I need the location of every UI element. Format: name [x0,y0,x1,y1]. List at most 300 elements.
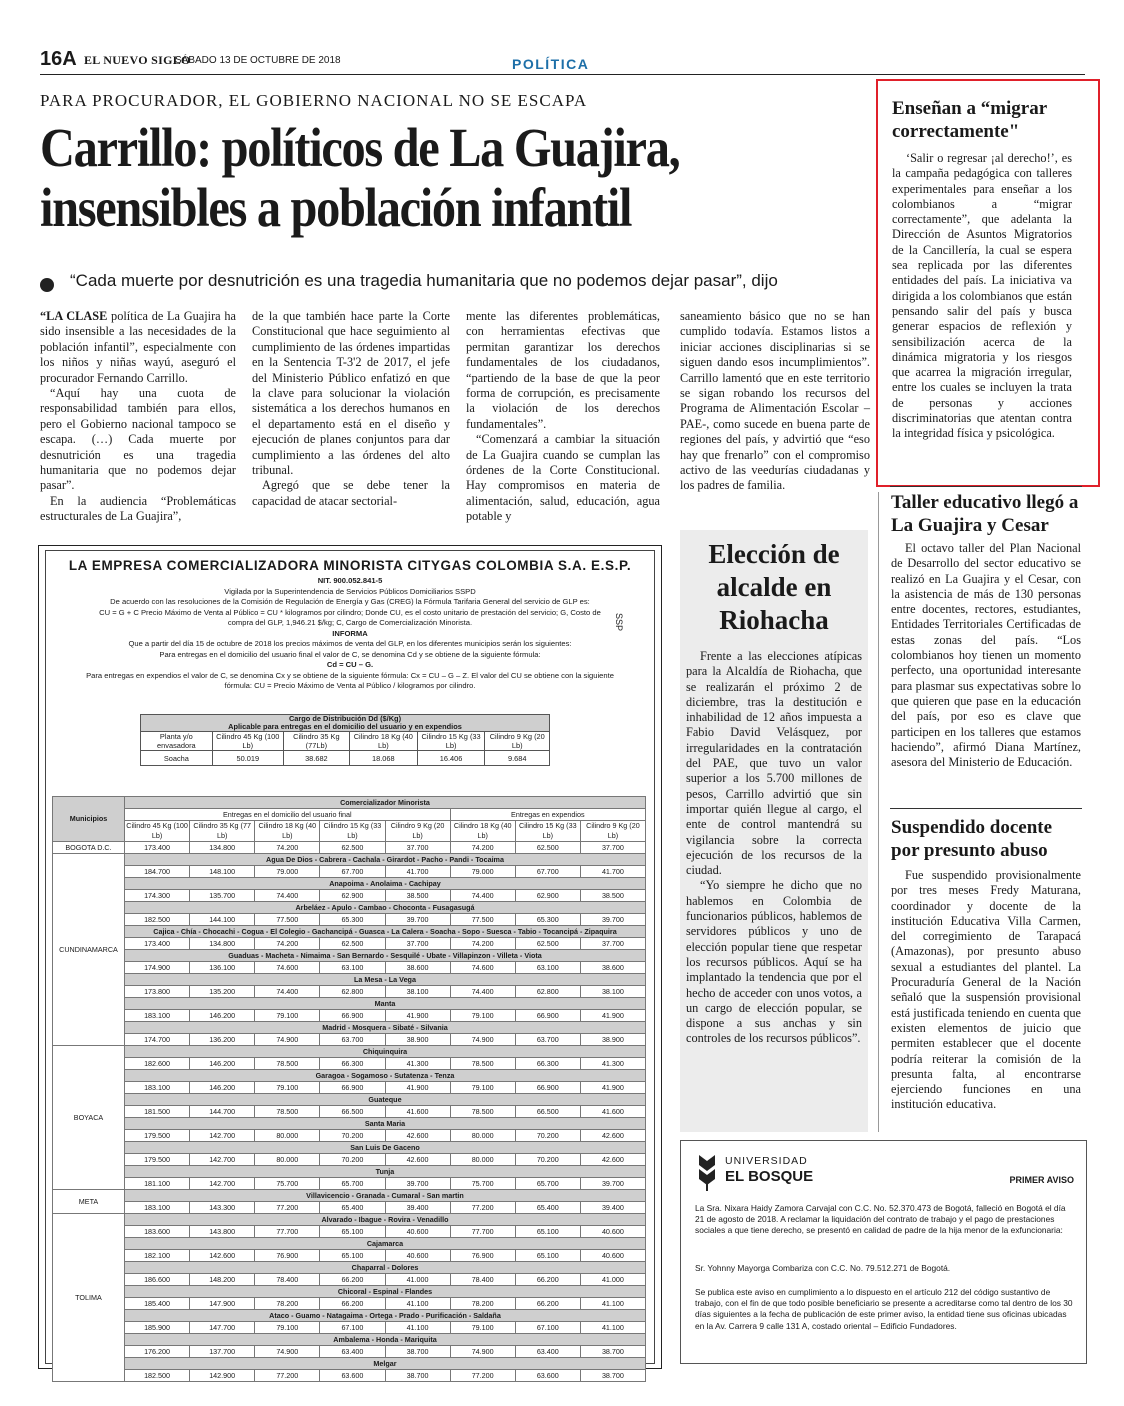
sidebar-docente [891,816,1081,1113]
issue-date: SÁBADO 13 DE OCTUBRE DE 2018 [175,55,341,66]
cell: 74.400 [450,986,515,998]
cell: 37.700 [580,938,645,950]
cell: 38.900 [385,1034,450,1046]
cell: 136.200 [190,1034,255,1046]
cell: 77.200 [255,1370,320,1382]
cell: 40.600 [385,1250,450,1262]
cell: 66.900 [320,1010,385,1022]
paragraph: En la audiencia “Problemáticas estructurales de La Guajira”, [40,493,236,524]
cell: 41.100 [580,1298,645,1310]
cell: 42.600 [385,1154,450,1166]
ad-line: Para entregas en expendios el valor de C, se denomina Cx y se obtiene de la siguiente fórmula: Cx = CU – G – Z. El valor del CU se obtiene con la siguiente [86,670,614,680]
group-row [53,1142,646,1154]
cell: 41.100 [385,1322,450,1334]
cell: 65.300 [515,914,580,926]
cell: 41.900 [385,1010,450,1022]
cell: 37.700 [580,842,645,854]
department-cell: CUNDINAMARCA [53,854,125,1046]
column-rule [878,492,879,1132]
cell: 77.200 [450,1202,515,1214]
group-name: Cajamarca [125,1238,646,1250]
divider [890,808,1082,809]
cell: 38.700 [385,1346,450,1358]
cell: 74.400 [255,890,320,902]
headline-line-2: insensibles a población infantil [40,177,632,238]
cell: 137.700 [190,1346,255,1358]
table-row [53,1106,646,1118]
paragraph: mente las diferentes problemáticas, con herramientas efectivas que permitan garantizar los derechos fundamentales de los ciudadanos, “partiendo de la base de que la peor forma de corrupción, es precisamente la violación de los derechos fundamentales”. [466,309,660,431]
cell: 181.500 [125,1106,190,1118]
group-name: Agua De Dios - Cabrera - Cachala - Girardot - Pacho - Pandi - Tocaima [125,854,646,866]
cell: 18.068 [349,751,417,766]
header-cell: Cilindro 15 Kg (33 Lb) [417,732,485,751]
headline [40,118,770,238]
story-column-3 [466,309,660,525]
distribution-table [140,714,550,766]
group-row [53,854,646,866]
cell: 182.500 [125,914,190,926]
group-name: Manta [125,998,646,1010]
cell: 39.700 [385,914,450,926]
cell: 38.100 [580,986,645,998]
cell: 78.500 [255,1106,320,1118]
cell: 38.600 [385,962,450,974]
cell: 38.700 [385,1370,450,1382]
cell: 79.100 [255,1010,320,1022]
table-header [53,809,646,821]
cell: 37.700 [385,842,450,854]
cell: 63.400 [320,1346,385,1358]
cell: 80.000 [450,1154,515,1166]
department-cell: TOLIMA [53,1214,125,1382]
divider [890,486,1082,487]
cell: 62.800 [320,986,385,998]
table-row [53,1274,646,1286]
header-cell: Planta y/o envasadora [141,732,213,751]
cell: 142.700 [190,1154,255,1166]
group-row [53,1262,646,1274]
group-name: San Luis De Gaceno [125,1142,646,1154]
ad-line: De acuerdo con las resoluciones de la Comisión de Regulación de Energía y Gas (CREG) la Fórmula Tarifaria General del servicio de GLP es: [110,597,590,606]
cell: 148.100 [190,866,255,878]
universidad-notice [680,1140,1087,1364]
cell: 65.300 [320,914,385,926]
cell: 63.600 [320,1370,385,1382]
cell: 41.900 [580,1082,645,1094]
cell: 42.600 [385,1130,450,1142]
cell: 42.600 [580,1130,645,1142]
cell: 74.900 [255,1034,320,1046]
cell: 77.700 [450,1226,515,1238]
cell: 182.600 [125,1058,190,1070]
newspaper-name: EL NUEVO SIGLO [84,53,191,67]
header-rule [40,74,1085,75]
table-row [53,1058,646,1070]
cell: 173.800 [125,986,190,998]
group-row [53,1022,646,1034]
ad-nit: NIT. 900.052.841-5 [317,576,383,585]
group-row [53,878,646,890]
table-header [141,732,550,751]
cell: 41.900 [385,1082,450,1094]
cell: 74.600 [450,962,515,974]
paragraph: de la que también hace parte la Corte Constitucional que hace seguimiento al cumplimiento de las órdenes impartidas en la Sentencia T-3'2 de 2017, el jefe del Ministerio Público enfatizó en que la clave para solucionar la violación sistemática a los derechos humanos en el departamento está en el diseño y ejecución de planes conjuntos para dar cumplimiento a las órdenes del alto tribunal. [252,309,450,478]
cell: 39.400 [580,1202,645,1214]
group-row [53,1286,646,1298]
cell: 66.200 [320,1274,385,1286]
table-title: Comercializador Minorista [125,797,646,809]
header-cell: Cilindro 15 Kg (33 Lb) [320,821,385,842]
cell: 41.600 [580,1106,645,1118]
cell: 74.200 [255,842,320,854]
group-name: Ambalema - Honda - Mariquita [125,1334,646,1346]
cell: 62.500 [515,938,580,950]
cell: 74.900 [255,1346,320,1358]
cell: 79.100 [450,1082,515,1094]
paragraph: política de La Guajira ha sido insensible a las necesidades de la población infantil”, especialmente con los niños y niñas wayú, aseguró el procurador Fernando Carrillo. [40,309,236,385]
cell: 185.400 [125,1298,190,1310]
ad-inner [45,550,655,1380]
table-row [53,1082,646,1094]
cell: 79.100 [450,1322,515,1334]
group-row [53,1070,646,1082]
table-row [53,962,646,974]
ad-line: compra del GLP, 1,946.21 $/kg; C, Cargo de Comercialización Minorista. [227,618,473,627]
group-row [53,1310,646,1322]
cell: 181.100 [125,1178,190,1190]
group-row [53,1166,646,1178]
group-row [53,1238,646,1250]
group-name: Chaparral - Dolores [125,1262,646,1274]
cell: 62.500 [515,842,580,854]
cell: 75.700 [255,1178,320,1190]
table-row [53,1178,646,1190]
election-p1: Frente a las elecciones atípicas para la Alcaldía de Riohacha, que se realizarán el próximo 2 de diciembre, tras la destitución e inhabilidad de 12 años impuesta a Fabio David Velásquez, por irregularidades en la contratación del PAE, que tuvo un valor superior a los 5.700 millones de pesos, Carrillo advirtió que sin importar quién llegue al cargo, el ente de control mantendrá su vigilancia sobre la correcta ejecución de los recursos de la ciudad. [686,649,862,878]
election-title: Elección de alcalde en Riohacha [708,539,840,635]
table-header [53,821,646,842]
ad-formula: Cd = CU – G. [326,660,374,669]
table-row [53,914,646,926]
logo-bottom: EL BOSQUE [725,1168,814,1185]
cell: 80.000 [255,1130,320,1142]
cell: 182.100 [125,1250,190,1262]
university-logo-icon [695,1153,719,1191]
cell: 74.200 [450,938,515,950]
paragraph: “Aquí hay una cuota de responsabilidad también para ellos, pero el Gobierno nacional tampoco se escapa. (…) Cada muerte por desnutrición es una tragedia humanitaria que no podemos dejar pasar”. [40,386,236,493]
cell: 65.700 [515,1178,580,1190]
group-row [53,950,646,962]
table-row [53,986,646,998]
cell: 66.200 [515,1298,580,1310]
cell: 63.700 [320,1034,385,1046]
cell: 78.200 [450,1298,515,1310]
table-row [53,890,646,902]
cell: 146.200 [190,1010,255,1022]
group-name: Arbeláez - Apulo - Cambao - Choconta - Fusagasugá [125,902,646,914]
cell: 66.900 [320,1082,385,1094]
cell: 62.900 [320,890,385,902]
group-name: Guaduas - Macheta - Nimaima - San Bernardo - Sesquilé - Ubate - Villapinzon - Villeta - Viota [125,950,646,962]
group-name: Alvarado - Ibague - Rovira - Venadillo [125,1214,646,1226]
table-row [53,842,646,854]
cell: 77.700 [255,1226,320,1238]
table-row [53,1130,646,1142]
paragraph: Agregó que se debe tener la capacidad de atacar sectorial- [252,478,450,508]
cell: BOGOTA D.C. [53,842,125,854]
cell: 16.406 [417,751,485,766]
municipios-header: Municipios [53,797,125,842]
header-cell: Cilindro 45 Kg (100 Lb) [126,821,188,840]
group-name: Tunja [125,1166,646,1178]
notice-p2: Sr. Yohnny Mayorga Combariza con C.C. No. 79.512.271 de Bogotá. [695,1263,951,1273]
group-name: La Mesa - La Vega [125,974,646,986]
cell: 147.700 [190,1322,255,1334]
cell: 135.200 [190,986,255,998]
cell: 183.100 [125,1202,190,1214]
cell: 70.200 [515,1154,580,1166]
cell: 62.800 [515,986,580,998]
group-name: Chiquinquira [125,1046,646,1058]
cell: 74.600 [255,962,320,974]
cell: 142.600 [190,1250,255,1262]
sidebar-body: ‘Salir o regresar ¡al derecho!’, es la campaña pedagógica con talleres experimentales para enseñar a los colombianos a “migrar correctamente”, que adelanta la Dirección de Asuntos Migratorios de la Cancillería, la cual se espera sea replicada por las diferentes entidades del país. La iniciativa va dirigida a los colombianos que están pensando salir del país y busca generar espacios de reflexión y sensibilización acerca de la dinámica migratoria y los riesgos que acarrea la migración irregular, entre los cuales se incluyen la trata de personas y acciones discriminatorias que atentan contra la integridad física y psicológica. [892,151,1072,441]
table-row [53,866,646,878]
cell: 74.200 [450,842,515,854]
cell: 66.200 [515,1274,580,1286]
group-row [53,1118,646,1130]
cell: 41.300 [385,1058,450,1070]
election-content [686,538,862,1047]
ssp-logo: SSP [614,613,624,632]
cell: 70.200 [515,1130,580,1142]
cell: 62.500 [320,938,385,950]
header-cell: Entregas en el domicilio del usuario final [125,809,451,821]
cell: 65.400 [515,1202,580,1214]
header-cell: Cilindro 9 Kg (20 Lb) [580,821,645,842]
ad-line: Para entregas en el domicilio del usuario final el valor de C, se denomina Cd y se obtiene de la siguiente fórmula: [159,649,541,659]
table-row [53,1322,646,1334]
cell: 39.700 [580,914,645,926]
header-cell: Cilindro 35 Kg (77Lb) [283,732,349,751]
cell: 176.200 [125,1346,190,1358]
cell: 184.700 [125,866,190,878]
table-row [53,1250,646,1262]
cell: 66.500 [515,1106,580,1118]
cell: 135.700 [190,890,255,902]
cell: Soacha [141,751,213,766]
cell: 41.900 [580,1010,645,1022]
header-cell: Cilindro 35 Kg (77 Lb) [190,821,255,842]
header-cell: Cilindro 18 Kg (40 Lb) [255,821,320,842]
cell: 70.200 [320,1154,385,1166]
cell: 38.682 [283,751,349,766]
cell: 38.900 [580,1034,645,1046]
sidebar-body: El octavo taller del Plan Nacional de Desarrollo del sector educativo se realizó en La Guajira y el Cesar, con la asistencia de más de 130 personas entre docentes, rectores, estudiantes, Entidades Territoriales Certificadas de estas zonas del país. “Los colombianos hoy tienen un momento perfecto, una oportunidad interesante para plasmar sus expectativas sobre lo que quieren que pase en la educación del país, por eso es clave que participen en los talleres que estamos haciendo”, afirmó Diana Martínez, asesora del Ministerio de Educación. [891,541,1081,770]
ad-line: CU = G + C Precio Máximo de Venta al Público = CU * kilogramos por cilindro; Donde CU, es el costo unitario de prestación del servicio; G, Costo de [99,607,601,617]
cell: 63.700 [515,1034,580,1046]
ad-title: LA EMPRESA COMERCIALIZADORA MINORISTA CITYGAS COLOMBIA S.A. E.S.P. [68,558,632,573]
cell: 179.500 [125,1154,190,1166]
notice-p1: La Sra. Nixara Haidy Zamora Carvajal con C.C. No. 52.370.473 de Bogotá, falleció en Bogotá el día 21 de agosto de 2018. A reclamar la liquidación del contrato de trabajo y el pago de prestaciones sociales a que tiene derecho, se presentó en calidad de padre de la hija menor de la exfuncionaria: [695,1203,1066,1236]
cell: 67.700 [320,866,385,878]
department-cell: BOYACA [53,1046,125,1190]
cell: 38.600 [580,962,645,974]
notice-tag: PRIMER AVISO [1009,1175,1074,1185]
table-row [53,1370,646,1382]
cell: 42.600 [580,1154,645,1166]
cell: 173.400 [125,842,190,854]
cell: 186.600 [125,1274,190,1286]
cell: 146.200 [190,1058,255,1070]
header-cell: Cilindro 18 Kg (40 Lb) [450,821,515,842]
cell: 79.100 [255,1082,320,1094]
table-header [53,797,646,809]
header-cell: Entregas en expendios [450,809,645,821]
cell: 183.600 [125,1226,190,1238]
cell: 146.200 [190,1082,255,1094]
lede: “Cada muerte por desnutrición es una tragedia humanitaria que no podemos dejar pasar”, dijo [70,271,778,290]
logo-top: UNIVERSIDAD [725,1155,808,1167]
cell: 78.500 [450,1106,515,1118]
cell: 40.600 [580,1250,645,1262]
cell: 185.900 [125,1322,190,1334]
citygas-ad [38,545,662,1380]
table-row [53,1298,646,1310]
cell: 66.900 [515,1010,580,1022]
group-name: Cajica - Chía - Chocachi - Cogua - El Colegio - Gachancipá - Guasca - La Calera - Soacha - Sopo - Suesca - Tabio - Tocancipá - Zipaquira [125,926,646,938]
cell: 80.000 [255,1154,320,1166]
cell: 144.700 [190,1106,255,1118]
cell: 67.100 [515,1322,580,1334]
cell: 80.000 [450,1130,515,1142]
bullet-icon [40,278,54,292]
cell: 79.000 [255,866,320,878]
cell: 65.100 [515,1250,580,1262]
cell: 143.800 [190,1226,255,1238]
cell: 174.900 [125,962,190,974]
cell: 182.500 [125,1370,190,1382]
price-table [52,796,646,1382]
cell: 65.700 [320,1178,385,1190]
cell: 63.100 [320,962,385,974]
cell: 41.600 [385,1106,450,1118]
cell: 39.400 [385,1202,450,1214]
cell: 41.100 [385,1298,450,1310]
cell: 77.500 [255,914,320,926]
cell: 9.684 [485,751,550,766]
group-row [53,998,646,1010]
group-name: Madrid - Mosquera - Sibaté - Silvania [125,1022,646,1034]
cell: 75.700 [450,1178,515,1190]
group-row [53,926,646,938]
group-name: Santa Maria [125,1118,646,1130]
group-name: Garagoa - Sogamoso - Sutatenza - Tenza [125,1070,646,1082]
department-cell: META [53,1190,125,1214]
header-cell: Cilindro 9 Kg (20 Lb) [485,732,550,751]
table-title: Cargo de Distribución Dd ($/Kg) Aplicable para entregas en el domicilio del usuario y en expendios [141,715,550,732]
paragraph: saneamiento básico que no se han cumplido todavía. Estamos listos a iniciar acciones disciplinarias si se siguen dando esos incumplimientos”. Carrillo lamentó que en este territorio se sigan robando los recursos del Programa de Alimentación Escolar – PAE-, como sucede en buena parte de regiones del país, y advirtió que “eso hay que frenarlo” con el compromiso activo de las veedurías ciudadanas y los padres de familia. [680,309,870,493]
cell: 41.700 [580,866,645,878]
cell: 40.600 [385,1226,450,1238]
cell: 74.200 [255,938,320,950]
cell: 183.100 [125,1082,190,1094]
header-cell: Cilindro 15 Kg (33 Lb) [515,821,580,842]
cell: 39.700 [580,1178,645,1190]
group-row [53,1214,646,1226]
group-row [53,902,646,914]
cell: 77.200 [450,1370,515,1382]
cell: 38.500 [385,890,450,902]
cell: 148.200 [190,1274,255,1286]
cell: 63.400 [515,1346,580,1358]
cell: 74.900 [450,1346,515,1358]
story-column-2 [252,309,450,509]
headline-line-1: Carrillo: políticos de La Guajira, [40,117,680,178]
cell: 66.300 [320,1058,385,1070]
sidebar-body: Fue suspendido provisionalmente por tres meses Fredy Maturana, coordinador y docente de la institución Educativa Villa Carmen, del corregimiento de Tarapacá (Amazonas), por presunto abuso sexual a estudiantes del plantel. La Procuraduría General de la Nación señaló que la suspensión provisional está justificada teniendo en cuenta que existen elementos de juicio que permiten establecer que el docente podría reiterar la comisión de la presunta falta, al encontrarse ejerciendo funciones en una institución educativa. [891,868,1081,1112]
notice-p3: Se publica este aviso en cumplimiento a lo dispuesto en el artículo 212 del código sustantivo de trabajo, con el fin de que todo posible beneficiario se presente a acreditarse como tal dentro de los 30 días siguientes a la fecha de publicación de este primer aviso, la entidad tiene sus oficinas ubicadas en la Av. Carrera 9 calle 131 A, costado oriental – Edificio Fundadores. [695,1287,1073,1331]
table-row [53,1034,646,1046]
table-row [53,1346,646,1358]
cell: 65.100 [320,1226,385,1238]
cell: 63.600 [515,1370,580,1382]
cell: 65.100 [515,1226,580,1238]
header-cell: Cilindro 18 Kg (40 Lb) [349,732,417,751]
cell: 134.800 [190,842,255,854]
cell: 38.100 [385,986,450,998]
cell: 65.100 [320,1250,385,1262]
cell: 38.700 [580,1370,645,1382]
cell: 183.100 [125,1010,190,1022]
cell: 77.500 [450,914,515,926]
story-column-1 [40,309,236,525]
cell: 66.500 [320,1106,385,1118]
cell: 63.100 [515,962,580,974]
cell: 70.200 [320,1130,385,1142]
cell: 37.700 [385,938,450,950]
cell: 62.900 [515,890,580,902]
cell: 67.700 [515,866,580,878]
cell: 142.700 [190,1178,255,1190]
cell: 39.700 [385,1178,450,1190]
cell: 67.100 [320,1322,385,1334]
cell: 142.900 [190,1370,255,1382]
group-name: Guateque [125,1094,646,1106]
cell: 76.900 [255,1250,320,1262]
sidebar-taller [891,491,1081,770]
header-cell: Cilindro 9 Kg (20 Lb) [385,821,450,842]
cell: 136.100 [190,962,255,974]
group-name: Anapoima - Anolaima - Cachipay [125,878,646,890]
table-row [53,1226,646,1238]
ad-line: Vigilada por la Superintendencia de Servicios Públicos Domiciliarios SSPD [224,586,476,596]
cell: 50.019 [212,751,283,766]
sidebar-migrar [892,97,1072,442]
cell: 79.100 [450,1010,515,1022]
cell: 79.000 [450,866,515,878]
table-row [53,938,646,950]
group-row [53,1094,646,1106]
cell: 144.100 [190,914,255,926]
cell: 174.700 [125,1034,190,1046]
header-cell: Cilindro 45 Kg (100 Lb) [212,732,283,751]
cell: 79.100 [255,1322,320,1334]
cell: 38.500 [580,890,645,902]
group-row [53,1334,646,1346]
cell: 179.500 [125,1130,190,1142]
table-row [141,751,550,766]
group-row [53,1046,646,1058]
